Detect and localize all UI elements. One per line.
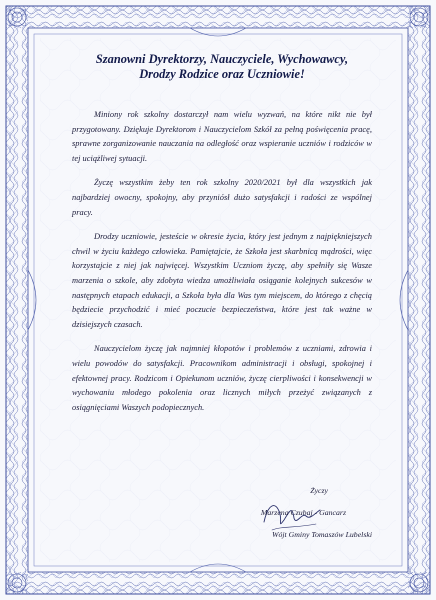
paragraph-1: Miniony rok szkolny dostarczył nam wielu wyzwań, na które nikt nie był przygotowany. Dziękuje Dyrektorom i Nauczycielom Szkół za pełną poświęcenia pracę, sprawne zorganizowanie nauczania na odległość oraz wspieranie uczniów i rodziców w tej uciążliwej sytuacji.	[72, 110, 372, 163]
paragraph-2: Życzę wszystkim żeby ten rok szkolny 2020/2021 był dla wszystkich jak najbardziej owocny, spokojny, aby przyniósł dużo satysfakcji i radości ze wspólnej pracy.	[72, 178, 372, 217]
signatory-name: Marzena Czubaj - Gancarz	[260, 508, 346, 517]
paragraph-3: Drodzy uczniowie, jesteście w okresie życia, który jest jednym z najpiękniejszych chwil w życiu każdego człowieka. Pamiętajcie, że Szkoła jest skarbnicą mądrości, więc korzystajcie z niej jak najwięcej. Wszystkim Uczniom życzę, aby spełniły się Wasze marzenia o szkole, aby zdobyta wiedza umożliwiała osiąganie kolejnych sukcesów w następnych etapach edukacji, a Szkoła była dla Was tym miejscem, do którego z chęcią będziecie przychodzić i mieć poczucie bezpieczeństwa, które jest tak ważne w dzisiejszych czasach.	[72, 232, 372, 329]
closing-regards: Życzy	[310, 486, 328, 495]
letter-closing	[72, 486, 372, 540]
title-line-2: Drodzy Rodzice oraz Uczniowie!	[139, 67, 305, 81]
signatory-role: Wójt Gminy Tomaszów Lubelski	[272, 530, 372, 539]
letter-title	[72, 52, 372, 82]
title-line-1: Szanowni Dyrektorzy, Nauczyciele, Wychowawcy,	[95, 52, 349, 66]
letter-body	[72, 52, 372, 425]
paragraph-4: Nauczycielom życzę jak najmniej kłopotów i problemów z uczniami, zdrowia i wielu powodów do satysfakcji. Pracownikom administracji i obsługi, spokojnej i efektownej pracy. Rodzicom i Opiekunom uczniów, życzę cierpliwości i konsekwencji w wychowaniu młodego pokolenia oraz licznych miłych przeżyć związanych z osiągnięciami Waszych podopiecznych.	[72, 344, 372, 412]
